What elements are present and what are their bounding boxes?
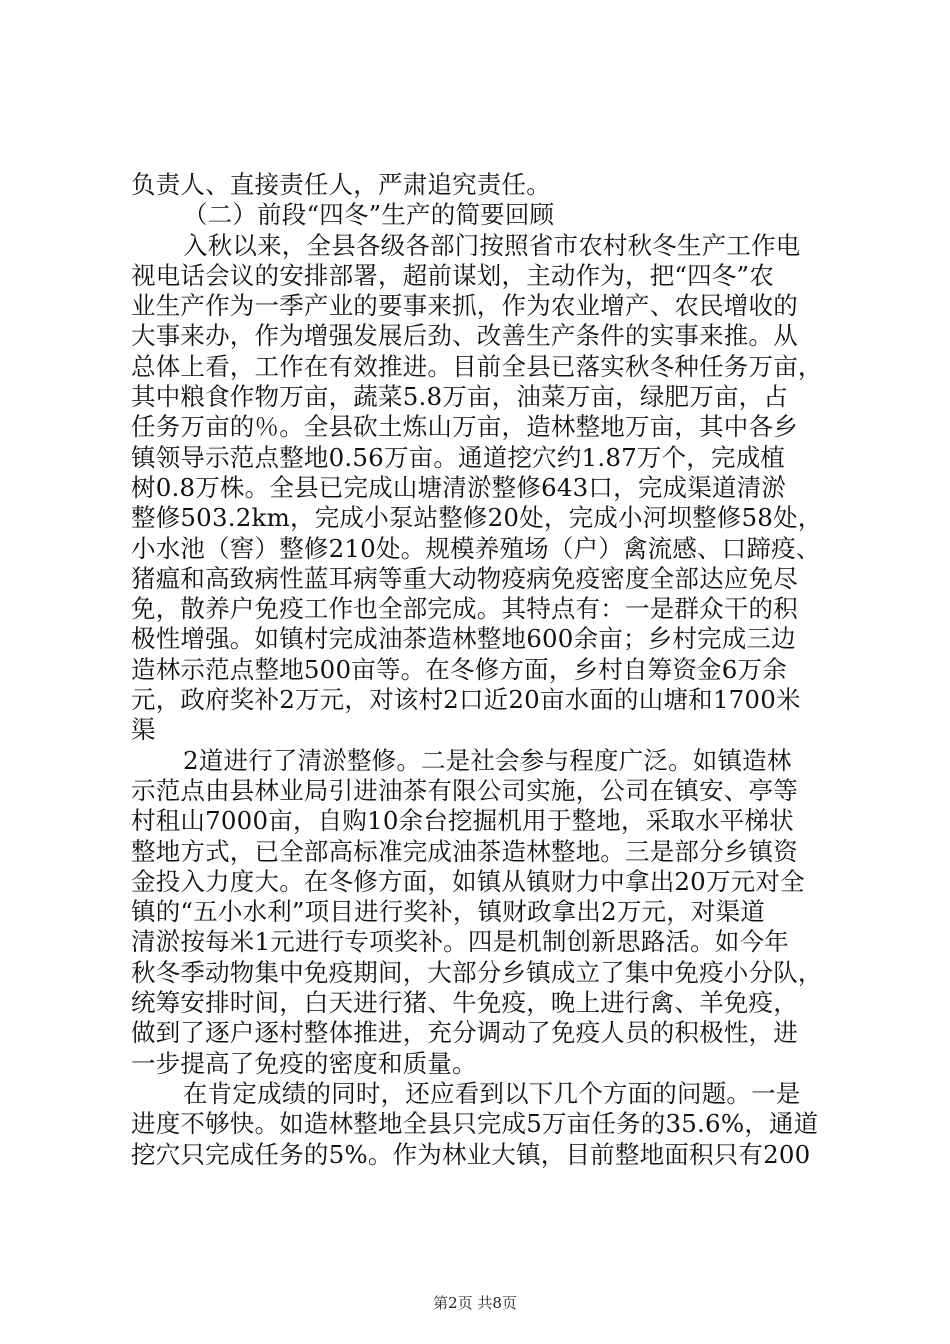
- text-line: 负责人、直接责任人，严肃追究责任。: [131, 170, 551, 199]
- text-line: 大事来办，作为增强发展后劲、改善生产条件的实事来推。从: [131, 321, 798, 351]
- text-line: 小水池（窖）整修210处。规模养殖场（户）禽流感、口蹄疫、: [131, 533, 821, 563]
- text-line: 做到了逐户逐村整体推进，充分调动了免疫人员的积极性，进: [131, 1018, 798, 1048]
- text-line: 入秋以来，全县各级各部门按照省市农村秋冬生产工作电: [183, 230, 801, 260]
- text-line: 挖穴只完成任务的5%。作为林业大镇，目前整地面积只有200: [131, 1139, 811, 1169]
- text-line: 进度不够快。如造林整地全县只完成5万亩任务的35.6%，通道: [131, 1109, 819, 1139]
- text-line: 在肯定成绩的同时，还应看到以下几个方面的问题。一是: [183, 1078, 801, 1108]
- text-line: 镇的“五小水利”项目进行奖补，镇财政拿出2万元，对渠道: [131, 897, 766, 927]
- document-body: [131, 170, 831, 1170]
- text-line: 总体上看，工作在有效推进。目前全县已落实秋冬种任务万亩，: [131, 351, 823, 381]
- text-line: 元，政府奖补2万元，对该村2口近20亩水面的山塘和1700米: [131, 685, 801, 715]
- text-line: 秋冬季动物集中免疫期间，大部分乡镇成立了集中免疫小分队，: [131, 957, 823, 987]
- text-line: 树0.8万株。全县已完成山塘清淤整修643口，完成渠道清淤: [131, 472, 787, 502]
- text-line: 统筹安排时间，白天进行猪、牛免疫，晚上进行禽、羊免疫，: [131, 988, 798, 1018]
- text-line: 镇领导示范点整地0.56万亩。通道挖穴约1.87万个，完成植: [131, 442, 786, 472]
- text-line: 2道进行了清淤整修。二是社会参与程度广泛。如镇造林: [183, 745, 792, 775]
- text-line: 其中粮食作物万亩，蔬菜5.8万亩，油菜万亩，绿肥万亩，占: [131, 382, 789, 412]
- page-footer: 第2页 共8页: [433, 1294, 517, 1312]
- text-line: 清淤按每米1元进行专项奖补。四是机制创新思路活。如今年: [131, 927, 789, 957]
- text-line: 视电话会议的安排部署，超前谋划，主动作为，把“四冬”农: [131, 260, 774, 290]
- text-line: 造林示范点整地500亩等。在冬修方面，乡村自筹资金6万余: [131, 654, 787, 684]
- text-line: 任务万亩的％。全县砍土炼山万亩，造林整地万亩，其中各乡: [131, 412, 798, 442]
- text-line: 金投入力度大。在冬修方面，如镇从镇财力中拿出20万元对全: [131, 866, 805, 896]
- text-line: 一步提高了免疫的密度和质量。: [131, 1048, 477, 1078]
- text-line: 示范点由县林业局引进油茶有限公司实施，公司在镇安、亭等: [131, 775, 798, 805]
- text-line: 整地方式，已全部高标准完成油茶造林整地。三是部分乡镇资: [131, 836, 798, 866]
- text-line: 免，散养户免疫工作也全部完成。其特点有：一是群众干的积: [131, 594, 798, 624]
- text-line: 整修503.2km，完成小泵站整修20处，完成小河坝整修58处，: [131, 503, 823, 533]
- text-line: （二）前段“四冬”生产的简要回顾: [183, 200, 555, 230]
- text-line: 业生产作为一季产业的要事来抓，作为农业增产、农民增收的: [131, 291, 798, 321]
- text-line: 猪瘟和高致病性蓝耳病等重大动物疫病免疫密度全部达应免尽: [131, 563, 798, 593]
- text-line: 村租山7000亩，自购10余台挖掘机用于整地，采取水平梯状: [131, 806, 794, 836]
- text-line: 渠: [131, 715, 156, 745]
- text-line: 极性增强。如镇村完成油茶造林整地600余亩；乡村完成三边: [131, 624, 796, 654]
